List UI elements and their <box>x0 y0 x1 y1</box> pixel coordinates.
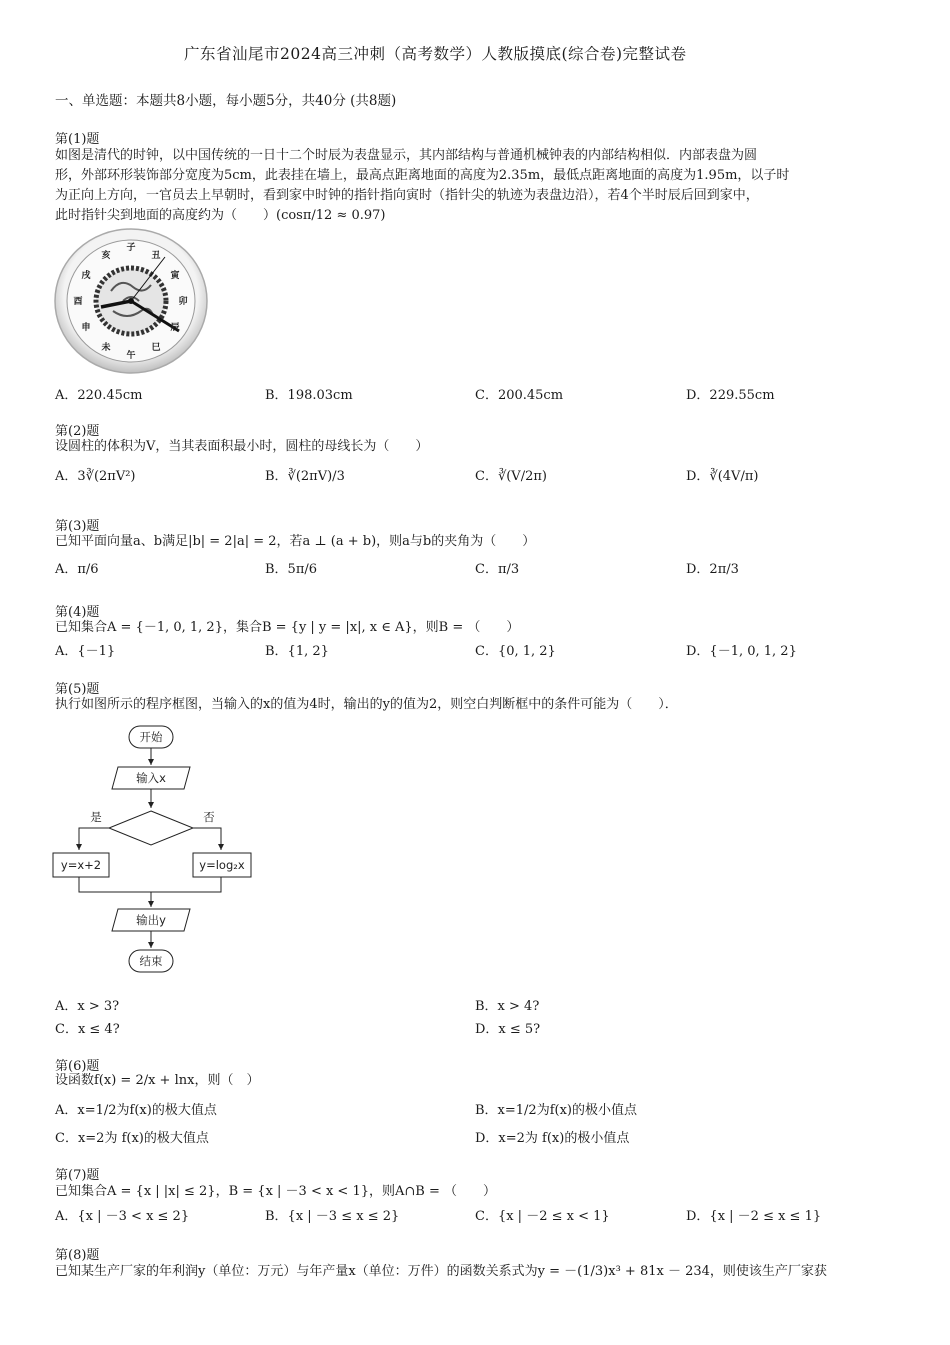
q7-option-a[interactable]: A．{x | －3 < x ≤ 2} <box>55 1209 190 1224</box>
q2-option-c[interactable]: C．∛(V/2π) <box>475 469 547 484</box>
flow-no-label: 否 <box>203 810 215 824</box>
flow-yes-branch <box>79 828 109 850</box>
q4-option-a[interactable]: A．{－1} <box>55 644 116 659</box>
question-5-line-1: 执行如图所示的程序框图，当输入的x的值为4时，输出的y的值为2，则空白判断框中的条件可能为（ ）． <box>55 697 678 712</box>
clock-label-shen: 申 <box>81 323 91 333</box>
flow-output-label: 输出y <box>136 913 166 927</box>
q3-option-a[interactable]: A．π/6 <box>55 562 99 577</box>
q3-option-b[interactable]: B．5π/6 <box>265 562 318 577</box>
question-4-heading: 第(4)题 <box>55 605 100 620</box>
q4-option-c[interactable]: C．{0, 1, 2} <box>475 644 556 659</box>
q6-option-d[interactable]: D．x=2为 f(x)的极小值点 <box>475 1131 630 1146</box>
question-5-heading: 第(5)题 <box>55 682 100 697</box>
q5-option-b[interactable]: B．x > 4? <box>475 999 540 1014</box>
q6-option-c[interactable]: C．x=2为 f(x)的极大值点 <box>55 1131 209 1146</box>
question-6-heading: 第(6)题 <box>55 1059 100 1074</box>
question-8-heading: 第(8)题 <box>55 1248 100 1263</box>
q1-option-b[interactable]: B．198.03cm <box>265 388 353 403</box>
clock-label-yin: 寅 <box>170 271 180 281</box>
q4-option-d[interactable]: D．{－1, 0, 1, 2} <box>686 644 797 659</box>
question-7-line-1: 已知集合A = {x | |x| ≤ 2}，B = {x | －3 < x < 1}，则A∩B = （ ） <box>55 1184 496 1199</box>
question-1-line-4: 此时指针尖到地面的高度约为（ ）(cosπ/12 ≈ 0.97) <box>55 208 386 223</box>
qing-clock-figure <box>53 227 209 375</box>
clock-label-hai: 亥 <box>101 251 111 261</box>
question-1-line-1: 如图是清代的时钟，以中国传统的一日十二个时辰为表盘显示，其内部结构与普通机械钟表的内部结构相似．内部表盘为圆 <box>55 148 758 163</box>
question-1-heading: 第(1)题 <box>55 132 100 147</box>
q5-option-d[interactable]: D．x ≤ 5? <box>475 1022 541 1037</box>
clock-label-chou: 丑 <box>151 251 161 261</box>
clock-label-si: 巳 <box>151 343 161 353</box>
question-8-line-1: 已知某生产厂家的年利润y（单位：万元）与年产量x（单位：万件）的函数关系式为y = －(1/3)x³ + 81x － 234，则使该生产厂家获 <box>55 1264 827 1279</box>
question-2-heading: 第(2)题 <box>55 424 100 439</box>
q2-option-a[interactable]: A．3∛(2πV²) <box>55 469 136 484</box>
clock-label-chen: 辰 <box>170 323 180 333</box>
q1-option-a[interactable]: A．220.45cm <box>55 388 143 403</box>
clock-label-you: 酉 <box>73 297 83 307</box>
clock-label-wu: 午 <box>126 351 136 361</box>
question-4-line-1: 已知集合A = {－1, 0, 1, 2}，集合B = {y | y = |x|, x ∈ A}，则B = （ ） <box>55 620 520 635</box>
clock-label-zi: 子 <box>126 243 136 253</box>
clock-label-mao: 卯 <box>178 297 188 307</box>
q7-option-b[interactable]: B．{x | －3 ≤ x ≤ 2} <box>265 1209 400 1224</box>
clock-pivot <box>128 298 134 304</box>
flowchart-figure <box>50 722 260 978</box>
q7-option-c[interactable]: C．{x | －2 ≤ x < 1} <box>475 1209 610 1224</box>
section-heading: 一、单选题：本题共8小题，每小题5分，共40分 (共8题) <box>55 93 397 109</box>
flow-left-process-label: y=x+2 <box>60 858 102 872</box>
question-6-line-1: 设函数f(x) = 2/x + lnx，则（ ） <box>55 1073 260 1088</box>
q1-option-d[interactable]: D．229.55cm <box>686 388 775 403</box>
flow-decision-node <box>109 811 193 845</box>
question-7-heading: 第(7)题 <box>55 1168 100 1183</box>
q4-option-b[interactable]: B．{1, 2} <box>265 644 329 659</box>
clock-label-xu: 戌 <box>81 271 91 281</box>
question-3-heading: 第(3)题 <box>55 519 100 534</box>
q6-option-b[interactable]: B．x=1/2为f(x)的极小值点 <box>475 1103 637 1118</box>
flow-no-branch <box>193 828 221 850</box>
question-3-line-1: 已知平面向量a、b满足|b| = 2|a| = 2，若a ⊥ (a + b)，则a与b的夹角为（ ） <box>55 534 536 549</box>
q5-option-c[interactable]: C．x ≤ 4? <box>55 1022 120 1037</box>
flow-right-process-label: y=log₂x <box>199 858 245 872</box>
flow-end-label: 结束 <box>139 954 163 968</box>
q1-option-c[interactable]: C．200.45cm <box>475 388 564 403</box>
q3-option-c[interactable]: C．π/3 <box>475 562 520 577</box>
flow-input-label: 输入x <box>136 771 166 785</box>
question-1-line-3: 为正向上方向，一官员去上早朝时，看到家中时钟的指针指向寅时（指针尖的轨迹为表盘边沿），若4个半时辰后回到家中， <box>55 188 759 203</box>
flow-start-label: 开始 <box>139 730 163 744</box>
q6-option-a[interactable]: A．x=1/2为f(x)的极大值点 <box>55 1103 217 1118</box>
flow-merge-right <box>151 877 221 892</box>
page-title: 广东省汕尾市2024高三冲刺（高考数学）人教版摸底(综合卷)完整试卷 <box>184 45 687 63</box>
q2-option-d[interactable]: D．∛(4V/π) <box>686 469 759 484</box>
clock-label-wei: 未 <box>101 343 111 353</box>
flow-yes-label: 是 <box>90 810 102 824</box>
question-2-line-1: 设圆柱的体积为V，当其表面积最小时，圆柱的母线长为（ ） <box>55 439 429 454</box>
flow-merge-left <box>79 877 151 892</box>
q3-option-d[interactable]: D．2π/3 <box>686 562 739 577</box>
q7-option-d[interactable]: D．{x | －2 ≤ x ≤ 1} <box>686 1209 822 1224</box>
q2-option-b[interactable]: B．∛(2πV)/3 <box>265 469 345 484</box>
q5-option-a[interactable]: A．x > 3? <box>55 999 120 1014</box>
question-1-line-2: 形，外部环形装饰部分宽度为5cm，此表挂在墙上，最高点距离地面的高度为2.35m，最低点距离地面的高度为1.95m，以子时 <box>55 168 790 183</box>
